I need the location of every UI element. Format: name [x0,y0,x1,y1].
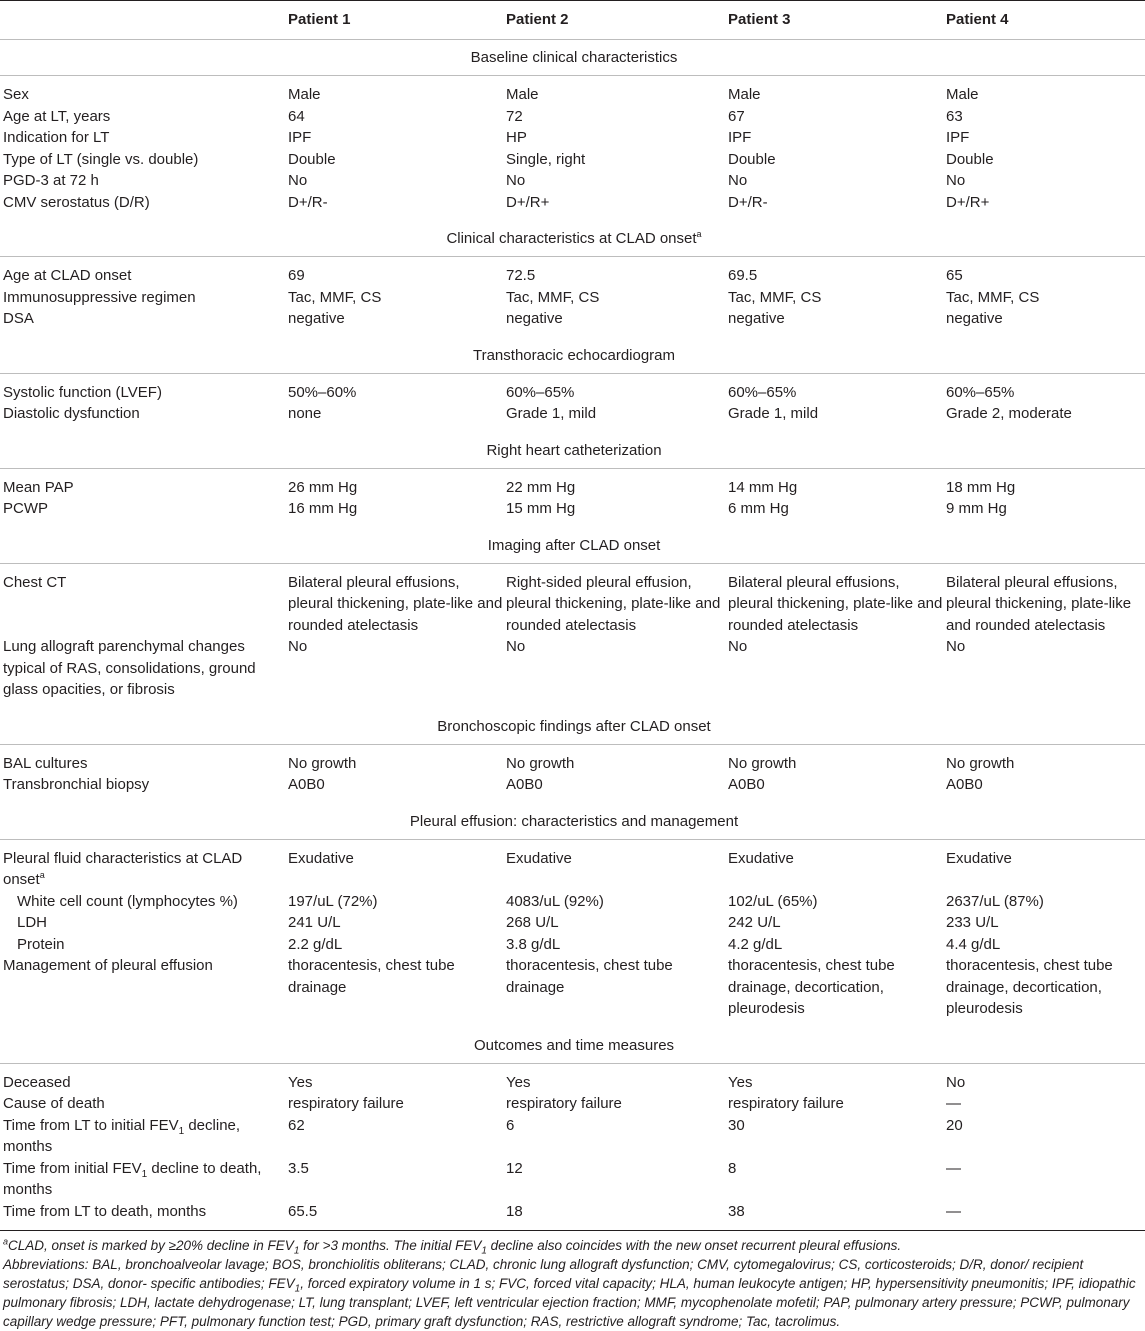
cell-patient-2: 72.5 [506,267,536,284]
section-header-row [0,804,1145,840]
table-row [0,839,1145,891]
row-label: PCWP [3,500,48,517]
section-title: Pleural effusion: characteristics and management [0,804,1145,840]
cell-patient-3: 102/uL (65%) [728,892,818,910]
cell-patient-1: 197/uL (72%) [288,892,378,910]
cell-patient-2: Right-sided pleural effusion, pleural thickening, plate-like and rounded atelectasis [506,573,721,634]
table-row [0,891,1145,913]
section-header-row [0,40,1145,76]
cell-patient-2: 72 [506,107,523,125]
cell-patient-4: 4.4 g/dL [946,935,1001,953]
row-label: PGD-3 at 72 h [3,172,99,189]
cell-patient-4: 9 mm Hg [946,500,1007,517]
section-title: Outcomes and time measures [0,1028,1145,1064]
footnote-marker: a [696,229,702,239]
cell-patient-2: HP [506,129,527,146]
cell-patient-3: D+/R- [728,193,768,211]
header-cell-patient-1: Patient 1 [285,1,503,40]
row-label: Type of LT (single vs. double) [3,150,199,168]
footnote-a: $^a$CLAD, onset is marked by ≥20% decline in $FEV_1$ for >3 months. The initial $FEV_1$ decline also coincides with the new onset recurrent pleural effusions. [3,1236,902,1257]
footnote-marker: a [39,870,45,880]
cell-patient-4: — [943,1201,1145,1231]
header-row [0,1,1145,40]
cell-patient-2: negative [506,310,563,327]
cell-patient-2: 12 [506,1159,523,1177]
section-title: Transthoracic echocardiogram [0,338,1145,374]
cell-patient-3: Grade 1, mild [728,405,819,422]
cell-patient-3: A0B0 [728,776,765,793]
cell-patient-1: 65.5 [285,1201,503,1231]
table-row [0,563,1145,636]
row-label: Immunosuppressive regimen [3,288,196,306]
table-row [0,373,1145,403]
cell-patient-4: Exudative [946,849,1012,867]
section-header-row [0,433,1145,469]
row-label: Mean PAP [3,478,74,496]
cell-patient-4: 233 U/L [946,914,999,931]
section-title: Imaging after CLAD onset [0,528,1145,564]
cell-patient-1: 69 [288,267,305,284]
cell-patient-2: thoracentesis, chest tube drainage [506,957,673,996]
cell-patient-4: — [946,1095,961,1112]
cell-patient-2: 4083/uL (92%) [506,892,604,910]
table-row [0,498,1145,528]
section-header-row [0,528,1145,564]
table-row [0,170,1145,192]
cell-patient-1: 26 mm Hg [288,478,358,496]
section-header-row [0,338,1145,374]
row-label: Pleural fluid characteristics at CLAD onset$^a$ [3,849,243,888]
table-row [0,149,1145,171]
row-label: Lung allograft parenchymal changes typical of RAS, consolidations, ground glass opacities, or fibrosis [3,638,256,698]
cell-patient-3: Exudative [728,849,794,867]
table-row [0,468,1145,498]
cell-patient-2: Single, right [506,150,586,168]
cell-patient-2: 18 [503,1201,725,1231]
cell-patient-3: 69.5 [728,267,758,284]
cell-patient-4: D+/R+ [946,193,990,211]
cell-patient-3: negative [728,310,785,327]
row-label: Deceased [3,1073,71,1091]
row-label: BAL cultures [3,754,88,772]
table-row [0,1158,1145,1201]
cell-patient-3: Male [728,86,761,103]
row-label: Diastolic dysfunction [3,405,140,422]
cell-patient-1: Tac, MMF, CS [288,288,382,306]
cell-patient-4: No [946,172,966,189]
cell-patient-2: No growth [506,754,575,772]
row-label: Age at LT, years [3,107,111,125]
cell-patient-3: 67 [728,107,745,125]
cell-patient-3: No [728,172,748,189]
cell-patient-4: negative [946,310,1003,327]
row-label: Management of pleural effusion [3,957,213,974]
cell-patient-4: IPF [946,129,970,146]
cell-patient-1: 62 [288,1116,305,1134]
row-label: Protein [17,935,65,953]
cell-patient-2: 60%–65% [506,383,575,401]
cell-patient-1: 2.2 g/dL [288,935,343,953]
table-row [0,955,1145,1028]
table-footnotes [0,1231,1145,1331]
cell-patient-2: 6 [506,1116,515,1134]
header-cell-patient-4: Patient 4 [943,1,1145,40]
table-row [0,636,1145,709]
cell-patient-4: — [946,1159,961,1177]
cell-patient-4: thoracentesis, chest tube drainage, decortication, pleurodesis [946,957,1113,1017]
table-body [0,40,1145,1231]
footnote-abbreviations: Abbreviations: BAL, bronchoalveolar lavage; BOS, bronchiolitis obliterans; CLAD, chronic lung allograft dysfunction; CMV, cytomegalovirus; CS, corticosteroids; D/R, donor/ recipient serostatus; DSA, donor- specific antibodies; $FEV_1$, forced expiratory volume in 1 s; FVC, forced vital capacity; HLA, human leukocyte antigen; HP, hypersensitivity pneumonitis; IPF, idiopathic pulmonary fibrosis; LDH, lactate dehydrogenase; LT, lung transplant; LVEF, left ventricular ejection fraction; MMF, mycophenolate mofetil; PAP, pulmonary artery pressure; PCWP, pulmonary capillary wedge pressure; PFT, pulmonary function test; PGD, primary graft dysfunction; RAS, restrictive allograft syndrome; Tac, tacrolimus. [3,1257,1136,1329]
cell-patient-4: Bilateral pleural effusions, pleural thickening, plate-like and rounded atelectasis [946,573,1132,634]
cell-patient-3: 8 [728,1159,737,1177]
table-row [0,1115,1145,1158]
cell-patient-1: Exudative [288,849,354,867]
section-title: Bronchoscopic findings after CLAD onset [0,709,1145,745]
cell-patient-1: 3.5 [288,1159,309,1177]
section-header-row [0,709,1145,745]
table-row [0,106,1145,128]
table-row [0,287,1145,309]
table-row [0,744,1145,774]
cell-patient-1: respiratory failure [288,1095,404,1112]
cell-patient-4: A0B0 [946,776,983,793]
cell-patient-2: No [506,172,526,189]
row-label: Indication for LT [3,129,110,146]
cell-patient-1: IPF [288,129,312,146]
table-row [0,192,1145,222]
header-cell-patient-2: Patient 2 [503,1,725,40]
header-cell-patient-3: Patient 3 [725,1,943,40]
row-label: Age at CLAD onset [3,267,132,284]
table-row [0,1063,1145,1093]
cell-patient-2: respiratory failure [506,1095,622,1112]
section-header-row [0,1028,1145,1064]
cell-patient-1: No growth [288,754,357,772]
cell-patient-3: No growth [728,754,797,772]
cell-patient-1: No [288,638,308,655]
cell-patient-4: 20 [946,1116,963,1134]
cell-patient-3: 6 mm Hg [728,500,789,517]
cell-patient-1: D+/R- [288,193,328,211]
row-label: CMV serostatus (D/R) [3,193,150,211]
row-label: DSA [3,310,34,327]
cell-patient-2: Yes [506,1073,531,1091]
cell-patient-3: 242 U/L [728,914,781,931]
section-title: Baseline clinical characteristics [0,40,1145,76]
cell-patient-1: 64 [288,107,305,125]
cell-patient-3: 4.2 g/dL [728,935,783,953]
table-row [0,76,1145,106]
row-label: Time from initial $FEV_1$ decline to death, months [3,1159,262,1198]
cell-patient-1: 241 U/L [288,914,341,931]
cell-patient-3: thoracentesis, chest tube drainage, decortication, pleurodesis [728,957,895,1017]
cell-patient-1: 16 mm Hg [288,500,358,517]
table-row [0,127,1145,149]
table-row [0,1093,1145,1115]
cell-patient-4: 60%–65% [946,383,1015,401]
cell-patient-1: negative [288,310,345,327]
cell-patient-1: Yes [288,1073,313,1091]
cell-patient-1: No [288,172,308,189]
cell-patient-3: Tac, MMF, CS [728,288,822,306]
cell-patient-4: No [946,1073,966,1091]
cell-patient-3: 60%–65% [728,383,797,401]
cell-patient-1: Bilateral pleural effusions, pleural thickening, plate-like and rounded atelectasis [288,573,503,634]
cell-patient-3: Bilateral pleural effusions, pleural thickening, plate-like and rounded atelectasis [728,573,943,634]
cell-patient-3: 14 mm Hg [728,478,798,496]
cell-patient-3: Yes [728,1073,753,1091]
cell-patient-4: 18 mm Hg [946,478,1016,496]
cell-patient-4: 2637/uL (87%) [946,892,1044,910]
section-title: Clinical characteristics at CLAD onset$^a$ [0,221,1145,257]
cell-patient-4: No [946,638,966,655]
cell-patient-2: Male [506,86,539,103]
cell-patient-4: Double [946,150,994,168]
cell-patient-1: A0B0 [288,776,325,793]
cell-patient-3: IPF [728,129,752,146]
header-cell-label [0,1,285,40]
cell-patient-4: 65 [946,267,963,284]
cell-patient-1: 50%–60% [288,383,357,401]
cell-patient-1: Double [288,150,336,168]
section-header-row [0,221,1145,257]
cell-patient-1: thoracentesis, chest tube drainage [288,957,455,996]
table-row [0,1201,1145,1231]
cell-patient-1: Male [288,86,321,103]
footnote-a-marker: a [3,1236,9,1247]
row-label: Transbronchial biopsy [3,776,150,793]
cell-patient-4: 63 [946,107,963,125]
table-row [0,257,1145,287]
row-label: Time from LT to death, months [0,1201,285,1231]
cell-patient-3: No [728,638,748,655]
cell-patient-2: Tac, MMF, CS [506,288,600,306]
cell-patient-1: none [288,405,322,422]
cell-patient-2: 3.8 g/dL [506,935,561,953]
cell-patient-3: 38 [725,1201,943,1231]
cell-patient-2: 22 mm Hg [506,478,576,496]
cell-patient-3: 30 [728,1116,745,1134]
cell-patient-4: Tac, MMF, CS [946,288,1040,306]
cell-patient-2: Grade 1, mild [506,405,597,422]
row-label: Systolic function (LVEF) [3,383,162,401]
cell-patient-4: Grade 2, moderate [946,405,1072,422]
cell-patient-2: Exudative [506,849,572,867]
row-label: White cell count (lymphocytes %) [17,892,238,910]
table-row [0,934,1145,956]
cell-patient-2: A0B0 [506,776,543,793]
cell-patient-2: 15 mm Hg [506,500,576,517]
cell-patient-4: No growth [946,754,1015,772]
row-label: Time from LT to initial $FEV_1$ decline, months [3,1116,241,1155]
cell-patient-3: Double [728,150,776,168]
cell-patient-4: Male [946,86,979,103]
table-row [0,912,1145,934]
table-row [0,403,1145,433]
table-row [0,774,1145,804]
row-label: Cause of death [3,1095,105,1112]
row-label: Chest CT [3,573,67,591]
row-label: Sex [3,86,29,103]
section-title: Right heart catheterization [0,433,1145,469]
table-row [0,308,1145,338]
cell-patient-2: 268 U/L [506,914,559,931]
row-label: LDH [17,914,48,931]
cell-patient-3: respiratory failure [728,1095,844,1112]
cell-patient-2: D+/R+ [506,193,550,211]
cell-patient-2: No [506,638,526,655]
